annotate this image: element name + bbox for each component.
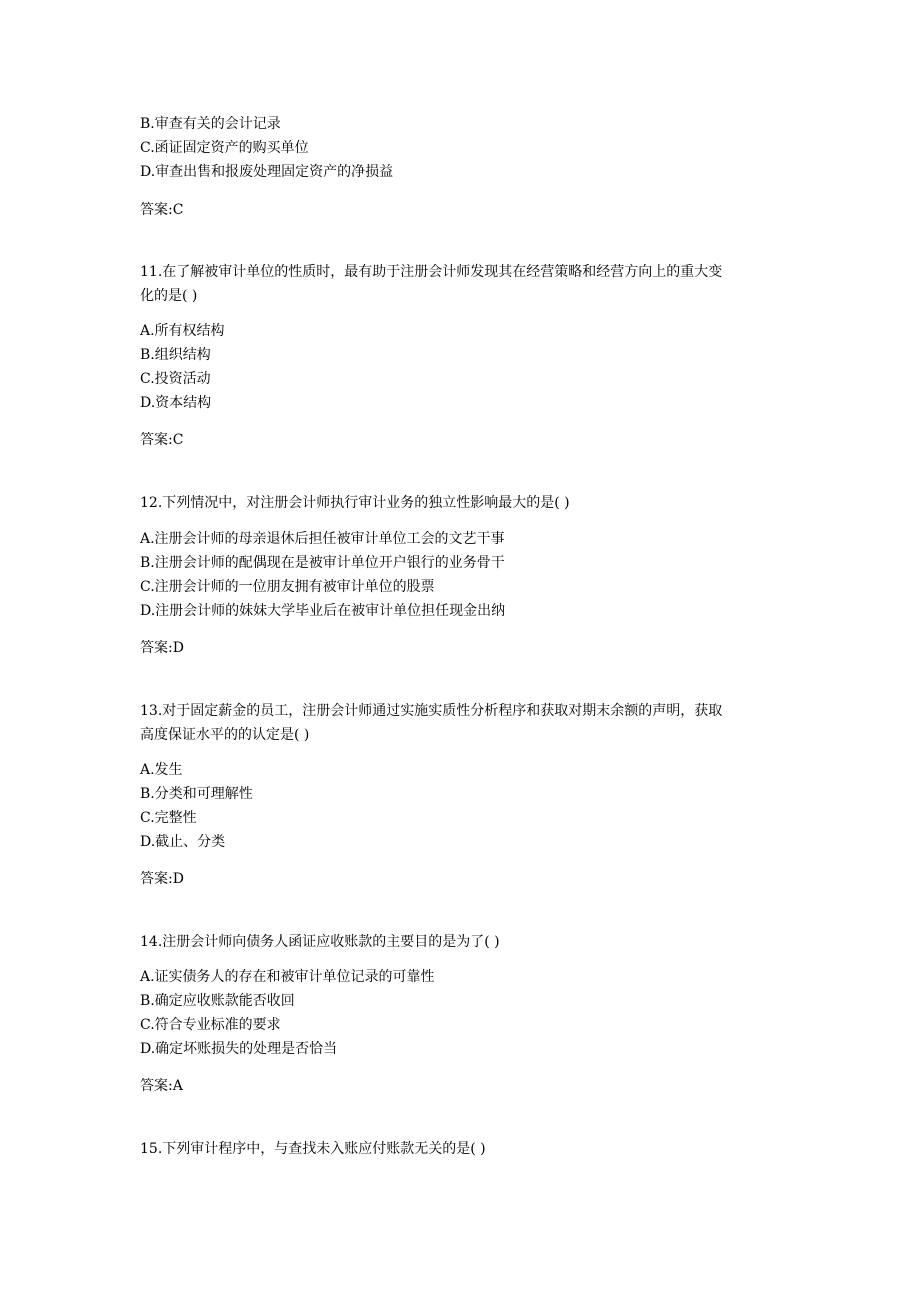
q13-question-line2: 高度保证水平的的认定是( ) bbox=[140, 727, 310, 743]
q11-option-c: C.投资活动 bbox=[140, 371, 211, 387]
q12-option-d: D.注册会计师的妹妹大学毕业后在被审计单位担任现金出纳 bbox=[140, 603, 506, 619]
q13-option-c: C.完整性 bbox=[140, 810, 197, 826]
q14-option-a: A.证实债务人的存在和被审计单位记录的可靠性 bbox=[140, 969, 435, 985]
q11-option-d: D.资本结构 bbox=[140, 395, 212, 411]
q11-question-line2: 化的是( ) bbox=[140, 288, 198, 304]
q12-question-line1: 12.下列情况中，对注册会计师执行审计业务的独立性影响最大的是( ) bbox=[140, 495, 570, 511]
q10-answer: 答案:C bbox=[140, 202, 184, 218]
q14-option-b: B.确定应收账款能否收回 bbox=[140, 993, 295, 1009]
q11-question-line1: 11.在了解被审计单位的性质时，最有助于注册会计师发现其在经营策略和经营方向上的重大变 bbox=[140, 264, 723, 280]
q13-option-d: D.截止、分类 bbox=[140, 834, 226, 850]
q10-option-c: C.函证固定资产的购买单位 bbox=[140, 140, 309, 156]
q12-option-b: B.注册会计师的配偶现在是被审计单位开户银行的业务骨干 bbox=[140, 555, 505, 571]
q13-option-a: A.发生 bbox=[140, 762, 183, 778]
q13-option-b: B.分类和可理解性 bbox=[140, 786, 253, 802]
q10-option-b: B.审查有关的会计记录 bbox=[140, 116, 281, 132]
q14-option-c: C.符合专业标准的要求 bbox=[140, 1017, 281, 1033]
q14-answer: 答案:A bbox=[140, 1078, 183, 1094]
q11-option-a: A.所有权结构 bbox=[140, 323, 225, 339]
q15-question-line1: 15.下列审计程序中，与查找未入账应付账款无关的是( ) bbox=[140, 1141, 486, 1157]
q12-option-a: A.注册会计师的母亲退休后担任被审计单位工会的文艺干事 bbox=[140, 531, 505, 547]
q13-question-line1: 13.对于固定薪金的员工，注册会计师通过实施实质性分析程序和获取对期末余额的声明，获取 bbox=[140, 703, 723, 719]
q10-option-d: D.审查出售和报废处理固定资产的净损益 bbox=[140, 164, 394, 180]
q12-option-c: C.注册会计师的一位朋友拥有被审计单位的股票 bbox=[140, 579, 435, 595]
q11-answer: 答案:C bbox=[140, 432, 184, 448]
q13-answer: 答案:D bbox=[140, 871, 184, 887]
q14-question-line1: 14.注册会计师向债务人函证应收账款的主要目的是为了( ) bbox=[140, 934, 500, 950]
q11-option-b: B.组织结构 bbox=[140, 347, 211, 363]
q12-answer: 答案:D bbox=[140, 640, 184, 656]
q14-option-d: D.确定坏账损失的处理是否恰当 bbox=[140, 1041, 338, 1057]
